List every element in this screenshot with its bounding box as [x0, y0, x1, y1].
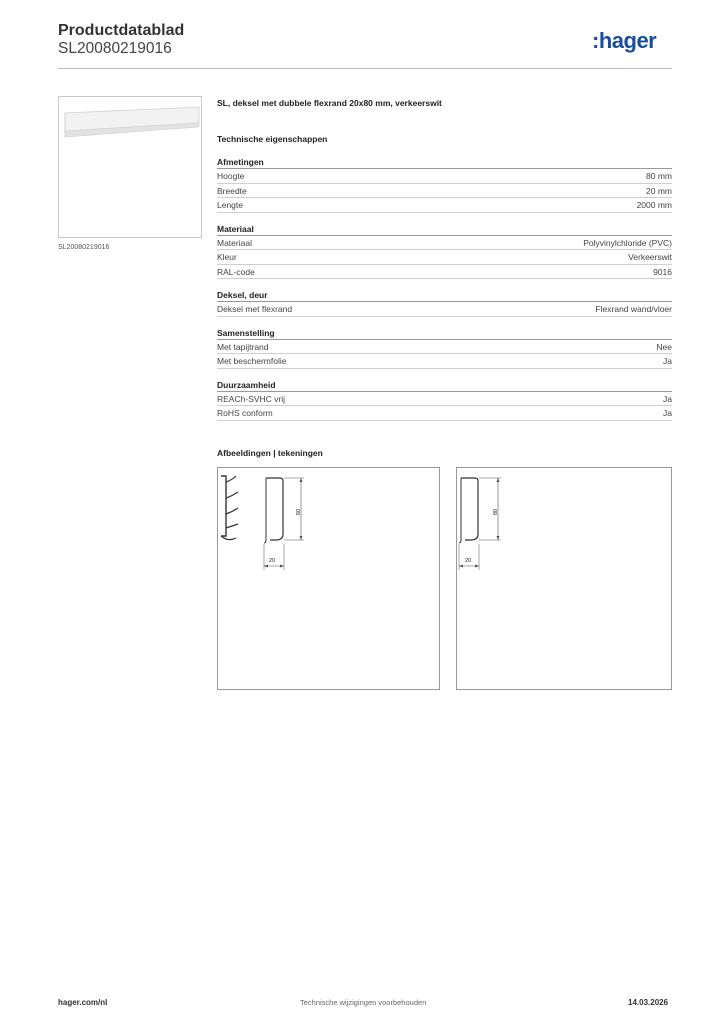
section-materiaal: [217, 223, 672, 280]
page-title: Productdatablad: [58, 22, 185, 39]
spec-label: Materiaal: [217, 237, 252, 248]
spec-label: Met tapijtrand: [217, 341, 269, 352]
spec-row: [217, 184, 672, 199]
footer-disclaimer: Technische wijzigingen voorbehouden: [300, 998, 427, 1007]
spec-value: 80 mm: [646, 171, 672, 181]
specifications: [217, 96, 672, 421]
spec-row: [217, 302, 672, 317]
footer-date: 14.03.2026: [628, 998, 669, 1007]
product-image-drawing: [59, 97, 203, 239]
height-dimension-label: 80: [296, 508, 302, 516]
spec-label: Hoogte: [217, 171, 245, 181]
spec-label: Deksel met flexrand: [217, 304, 293, 314]
header-divider: [58, 68, 672, 69]
product-code: SL20080219016: [58, 40, 172, 57]
spec-row: [217, 198, 672, 213]
spec-label: Met beschermfolie: [217, 356, 287, 366]
logo-colon: :: [592, 28, 599, 53]
spec-row: [217, 406, 672, 421]
spec-label: Lengte: [217, 200, 243, 210]
section-samenstelling: [217, 327, 672, 369]
spec-value: Ja: [663, 393, 672, 404]
section-title: Duurzaamheid: [217, 379, 672, 392]
spec-value: Polyvinylchloride (PVC): [583, 237, 672, 248]
section-deksel-deur: [217, 289, 672, 317]
product-description: SL, deksel met dubbele flexrand 20x80 mm, verkeerswit: [217, 98, 442, 108]
spec-value: Verkeerswit: [628, 252, 672, 262]
hager-logo: [592, 28, 656, 54]
spec-label: RAL-code: [217, 266, 255, 277]
spec-row: [217, 392, 672, 407]
spec-row: [217, 169, 672, 184]
spec-label: Breedte: [217, 185, 247, 196]
spec-value: Nee: [656, 341, 672, 352]
spec-label: REACh-SVHC vrij: [217, 393, 286, 404]
image-caption: SL20080219016: [58, 244, 110, 251]
technical-drawing-2: [457, 468, 673, 691]
spec-label: Kleur: [217, 252, 237, 262]
spec-value: 9016: [653, 266, 672, 277]
drawing-panel-2: [456, 467, 672, 690]
width-dimension-label: 20: [464, 558, 472, 564]
width-dimension-label: 20: [268, 558, 276, 564]
spec-value: 2000 mm: [636, 200, 672, 210]
section-duurzaamheid: [217, 379, 672, 421]
product-image: [58, 96, 202, 238]
section-title: Samenstelling: [217, 327, 672, 340]
section-title: Afmetingen: [217, 156, 672, 169]
spec-value: Ja: [663, 408, 672, 418]
spec-row: [217, 340, 672, 355]
spec-value: Ja: [663, 356, 672, 366]
technical-drawing-1: [218, 468, 441, 691]
spec-row: [217, 354, 672, 369]
spec-label: RoHS conform: [217, 408, 273, 418]
footer-website: hager.com/nl: [58, 998, 108, 1007]
section-title: Materiaal: [217, 223, 672, 236]
section-title: Deksel, deur: [217, 289, 672, 302]
section-afmetingen: [217, 156, 672, 213]
spec-row: [217, 250, 672, 265]
spec-value: Flexrand wand/vloer: [595, 304, 672, 314]
spec-row: [217, 236, 672, 251]
height-dimension-label: 80: [493, 508, 499, 516]
spec-row: [217, 265, 672, 280]
technical-properties-heading: Technische eigenschappen: [217, 134, 328, 144]
logo-text: hager: [598, 28, 657, 53]
drawing-panel-1: [217, 467, 440, 690]
spec-value: 20 mm: [646, 185, 672, 196]
drawings-heading: Afbeeldingen | tekeningen: [217, 448, 323, 458]
